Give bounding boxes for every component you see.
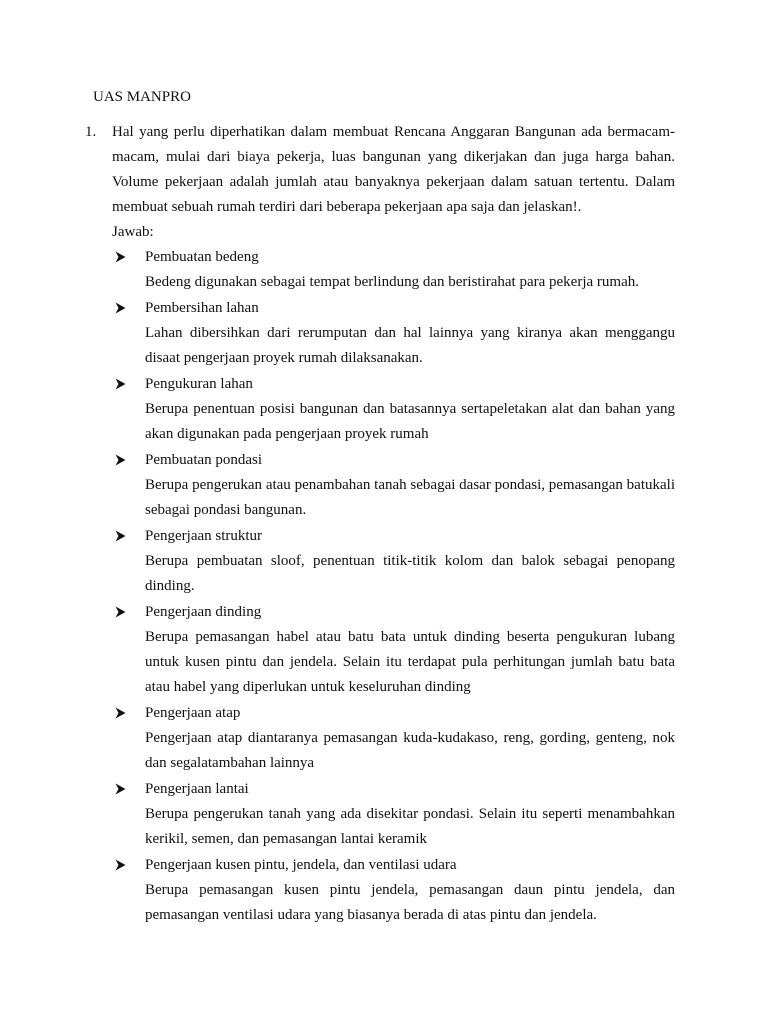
answer-item-title: Pembuatan bedeng	[145, 249, 259, 265]
arrowhead-bullet-icon	[115, 859, 126, 871]
arrowhead-bullet-icon	[115, 530, 126, 542]
arrowhead-bullet-icon	[115, 707, 126, 719]
arrowhead-bullet-icon	[115, 251, 126, 263]
answer-item-description: Berupa pemasangan habel atau batu bata untuk dinding beserta pengukuran lubang untuk kusen pintu dan jendela. Selain itu terdapat pula perhitungan jumlah batu bata atau habel yang diperlukan untuk keseluruhan dinding	[145, 629, 675, 695]
document-title: UAS MANPRO	[93, 89, 191, 105]
answer-list	[85, 245, 675, 928]
question-number: 1.	[85, 124, 97, 140]
answer-label: Jawab:	[112, 224, 154, 240]
answer-item-title: Pengerjaan dinding	[145, 604, 262, 620]
answer-item-3	[145, 372, 675, 447]
answer-item-description: Berupa pengerukan atau penambahan tanah sebagai dasar pondasi, pemasangan batukali sebagai pondasi bangunan.	[145, 477, 675, 518]
answer-item-title: Pengerjaan kusen pintu, jendela, dan ventilasi udara	[145, 857, 457, 873]
answer-item-title: Pengerjaan atap	[145, 705, 241, 721]
answer-item-2	[145, 296, 675, 371]
question-1	[85, 120, 675, 929]
answer-item-description: Lahan dibersihkan dari rerumputan dan hal lainnya yang kiranya akan menggangu disaat pengerjaan proyek rumah dilaksanakan.	[145, 325, 675, 366]
answer-item-description: Berupa pembuatan sloof, penentuan titik-titik kolom dan balok sebagai penopang dinding.	[145, 553, 675, 594]
answer-item-description: Pengerjaan atap diantaranya pemasangan kuda-kudakaso, reng, gording, genteng, nok dan segalatambahan lainnya	[145, 730, 675, 771]
answer-item-9	[145, 853, 675, 928]
answer-item-description: Berupa pengerukan tanah yang ada disekitar pondasi. Selain itu seperti menambahkan kerikil, semen, dan pemasangan lantai keramik	[145, 806, 675, 847]
answer-item-description: Berupa pemasangan kusen pintu jendela, pemasangan daun pintu jendela, dan pemasangan ventilasi udara yang biasanya berada di atas pintu dan jendela.	[145, 882, 675, 923]
answer-item-description: Bedeng digunakan sebagai tempat berlindung dan beristirahat para pekerja rumah.	[145, 274, 639, 290]
answer-item-8	[145, 777, 675, 852]
question-text: Hal yang perlu diperhatikan dalam membuat Rencana Anggaran Bangunan ada bermacam-macam, mulai dari biaya pekerja, luas bangunan yang dikerjakan dan juga harga bahan. Volume pekerjaan adalah jumlah atau banyaknya pekerjaan dalam satuan tertentu. Dalam membuat sebuah rumah terdiri dari beberapa pekerjaan apa saja dan jelaskan!.	[112, 124, 675, 215]
answer-item-1	[145, 245, 675, 295]
answer-item-4	[145, 448, 675, 523]
answer-item-description: Berupa penentuan posisi bangunan dan batasannya sertapeletakan alat dan bahan yang akan digunakan pada pengerjaan proyek rumah	[145, 401, 675, 442]
answer-item-title: Pengerjaan lantai	[145, 781, 249, 797]
arrowhead-bullet-icon	[115, 606, 126, 618]
answer-item-5	[145, 524, 675, 599]
answer-item-title: Pengerjaan struktur	[145, 528, 263, 544]
answer-item-title: Pembersihan lahan	[145, 300, 259, 316]
answer-item-title: Pengukuran lahan	[145, 376, 253, 392]
arrowhead-bullet-icon	[115, 783, 126, 795]
answer-item-6	[145, 600, 675, 700]
arrowhead-bullet-icon	[115, 454, 126, 466]
arrowhead-bullet-icon	[115, 302, 126, 314]
arrowhead-bullet-icon	[115, 378, 126, 390]
answer-item-title: Pembuatan pondasi	[145, 452, 263, 468]
answer-item-7	[145, 701, 675, 776]
